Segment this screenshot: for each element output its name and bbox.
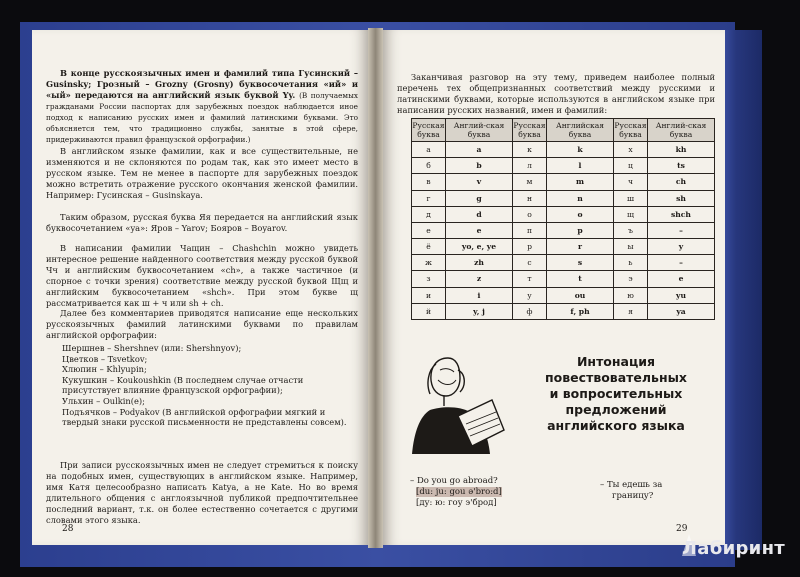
latin-letter-cell: –: [648, 222, 715, 238]
latin-letter-cell: shch: [648, 206, 715, 222]
latin-letter-cell: zh: [446, 255, 513, 271]
russian-letter-cell: ф: [513, 303, 547, 319]
table-row: [412, 142, 715, 158]
column-header: Русская буква: [614, 119, 648, 142]
russian-letter-cell: п: [513, 222, 547, 238]
latin-letter-cell: ya: [648, 303, 715, 319]
russian-letter-cell: а: [412, 142, 446, 158]
table-row: [412, 255, 715, 271]
latin-letter-cell: y, j: [446, 303, 513, 319]
latin-letter-cell: z: [446, 271, 513, 287]
alphabet-table: [411, 118, 715, 320]
latin-letter-cell: e: [446, 222, 513, 238]
table-row: [412, 271, 715, 287]
table-row: [412, 174, 715, 190]
page-number-right: 29: [676, 524, 688, 534]
russian-letter-cell: щ: [614, 206, 648, 222]
dialog-transcription-ru: [ду: ю: гоу э'брод]: [416, 498, 497, 508]
table-row: [412, 158, 715, 174]
russian-letter-cell: ж: [412, 255, 446, 271]
latin-letter-cell: t: [547, 271, 614, 287]
page-number-left: 28: [62, 524, 74, 534]
latin-letter-cell: m: [547, 174, 614, 190]
russian-letter-cell: у: [513, 287, 547, 303]
latin-letter-cell: v: [446, 174, 513, 190]
russian-letter-cell: ё: [412, 239, 446, 255]
latin-letter-cell: o: [547, 206, 614, 222]
latin-letter-cell: n: [547, 190, 614, 206]
latin-letter-cell: b: [446, 158, 513, 174]
russian-letter-cell: и: [412, 287, 446, 303]
paragraph-5: Далее без комментариев приводятся написание еще нескольких русскоязычных фамилий латинскими буквами по правилам английской орфографии:: [46, 308, 358, 340]
list-item: Цветков – Tsvetkov;: [62, 353, 148, 364]
table-row: [412, 239, 715, 255]
latin-letter-cell: y: [648, 239, 715, 255]
names-list: [62, 343, 358, 428]
dialog-question-ru-2: границу?: [612, 491, 654, 501]
russian-letter-cell: с: [513, 255, 547, 271]
list-item: Ульхин – Oulkin(е);: [62, 395, 145, 406]
right-intro: Заканчивая разговор на эту тему, приведем наиболее полный перечень тех общепризнанных соответствий между русскими и латинскими буквами, которые используются в английском языке при написании русских названий, имен и фамилий:: [397, 72, 715, 115]
table-row: [412, 287, 715, 303]
russian-letter-cell: э: [614, 271, 648, 287]
latin-letter-cell: p: [547, 222, 614, 238]
table-row: [412, 222, 715, 238]
russian-letter-cell: б: [412, 158, 446, 174]
dialog-question-ru: – Ты едешь за: [600, 480, 663, 490]
table-row: [412, 303, 715, 319]
russian-letter-cell: к: [513, 142, 547, 158]
transcription-highlight: [du: ju: gou ə'bro:d]: [416, 487, 502, 497]
russian-letter-cell: ъ: [614, 222, 648, 238]
section-heading: [508, 354, 724, 434]
latin-letter-cell: g: [446, 190, 513, 206]
latin-letter-cell: i: [446, 287, 513, 303]
latin-letter-cell: yu: [648, 287, 715, 303]
paragraph-4: В написании фамилии Чащин – Chashchin можно увидеть интересное решение найденного соответствия между русской буквой Чч и английским буквосочетанием «ch», а также частичное (и спорное с точки зрения) соответствие между русской буквой Щщ и английским буквосочетанием «shch». При этом букве щ рассматривается как ш + ч или sh + ch.: [46, 243, 358, 308]
russian-letter-cell: в: [412, 174, 446, 190]
russian-letter-cell: й: [412, 303, 446, 319]
list-item: Шершнев – Shershnev (или: Shershnyov);: [62, 343, 242, 353]
russian-letter-cell: з: [412, 271, 446, 287]
russian-letter-cell: о: [513, 206, 547, 222]
latin-letter-cell: –: [648, 255, 715, 271]
heading-line: повествовательных: [545, 370, 687, 385]
cover-edge: [722, 30, 762, 550]
latin-letter-cell: l: [547, 158, 614, 174]
dialog-question-en: – Do you go abroad?: [410, 476, 498, 486]
column-header: Английская буква: [547, 119, 614, 142]
latin-letter-cell: ch: [648, 174, 715, 190]
column-header: Англий-ская буква: [648, 119, 715, 142]
russian-letter-cell: р: [513, 239, 547, 255]
latin-letter-cell: e: [648, 271, 715, 287]
table-body: [412, 142, 715, 320]
russian-letter-cell: л: [513, 158, 547, 174]
latin-letter-cell: yo, e, ye: [446, 239, 513, 255]
russian-letter-cell: е: [412, 222, 446, 238]
latin-letter-cell: f, ph: [547, 303, 614, 319]
russian-letter-cell: т: [513, 271, 547, 287]
list-item: Подъячков – Podyakov (В английской орфографии мягкий и твердый знаки русской письменности не представлены совсем).: [62, 406, 347, 428]
table-row: [412, 190, 715, 206]
heading-line: предложений: [565, 402, 667, 417]
paragraph-3: Таким образом, русская буква Яя передается на английский язык буквосочетанием «ya»: Яров – Yarov; Бояров – Boyarov.: [46, 212, 358, 233]
latin-letter-cell: sh: [648, 190, 715, 206]
latin-letter-cell: ts: [648, 158, 715, 174]
russian-letter-cell: ь: [614, 255, 648, 271]
table-row: [412, 206, 715, 222]
russian-letter-cell: г: [412, 190, 446, 206]
list-item: Кукушкин – Koukoushkin (В последнем случае отчасти присутствует влияние французской орфографии);: [62, 374, 304, 396]
column-header: Русская буква: [513, 119, 547, 142]
russian-letter-cell: н: [513, 190, 547, 206]
latin-letter-cell: a: [446, 142, 513, 158]
russian-letter-cell: ш: [614, 190, 648, 206]
paragraph-1-main: В конце русскоязычных имен и фамилий типа Гусинский – Gusinsky; Грозный – Grozny (Grosny) буквосочетания «ий» и «ый» передаются на английский язык буквой Yy.: [46, 68, 358, 100]
latin-letter-cell: s: [547, 255, 614, 271]
paragraph-6: При записи русскоязычных имен не следует стремиться к поиску на подобных имен, существующих в английском языке. Например, имя Катя целесообразно написать Katya, а не Kate. Но во время длительного общения с англоязычной публикой предпочтительнее последний вариант, т.к. он более естественно сочетается с другими словами этого языка.: [46, 460, 358, 525]
latin-letter-cell: d: [446, 206, 513, 222]
column-header: Русская буква: [412, 119, 446, 142]
table-header-row: [412, 119, 715, 142]
dialog-transcription-en: [416, 487, 502, 498]
russian-letter-cell: х: [614, 142, 648, 158]
book-gutter: [368, 28, 383, 548]
latin-letter-cell: ou: [547, 287, 614, 303]
heading-line: Интонация: [576, 354, 656, 369]
paragraph-1: [46, 68, 358, 145]
latin-letter-cell: kh: [648, 142, 715, 158]
russian-letter-cell: ы: [614, 239, 648, 255]
column-header: Англий-ская буква: [446, 119, 513, 142]
paragraph-1-note: (В получаемых гражданами России паспортах для зарубежных поездок наблюдается иное подход к написанию русских имен и фамилий латинскими буквами. Это объясняется тем, что традиционно службы, занятые в этой сфере, придерживаются правил французской орфографии.): [46, 91, 358, 144]
paragraph-2: В английском языке фамилии, как и все существительные, не изменяются и не склоняются по родам так, как это имеет место в русском языке. Тем не менее в паспорте для зарубежных поездок можно встретить отражение русского окончания женской фамилии. Например: Гусинская – Gusinskaya.: [46, 146, 358, 200]
heading-line: и вопросительных: [549, 386, 683, 401]
list-item: Хлюпин – Khlyupin;: [62, 364, 147, 375]
latin-letter-cell: r: [547, 239, 614, 255]
reading-woman-illustration: [400, 350, 512, 462]
russian-letter-cell: ю: [614, 287, 648, 303]
russian-letter-cell: д: [412, 206, 446, 222]
russian-letter-cell: м: [513, 174, 547, 190]
watermark-text: Лабиринт: [682, 538, 786, 559]
russian-letter-cell: я: [614, 303, 648, 319]
heading-line: английского языка: [547, 418, 685, 433]
russian-letter-cell: ч: [614, 174, 648, 190]
latin-letter-cell: k: [547, 142, 614, 158]
russian-letter-cell: ц: [614, 158, 648, 174]
